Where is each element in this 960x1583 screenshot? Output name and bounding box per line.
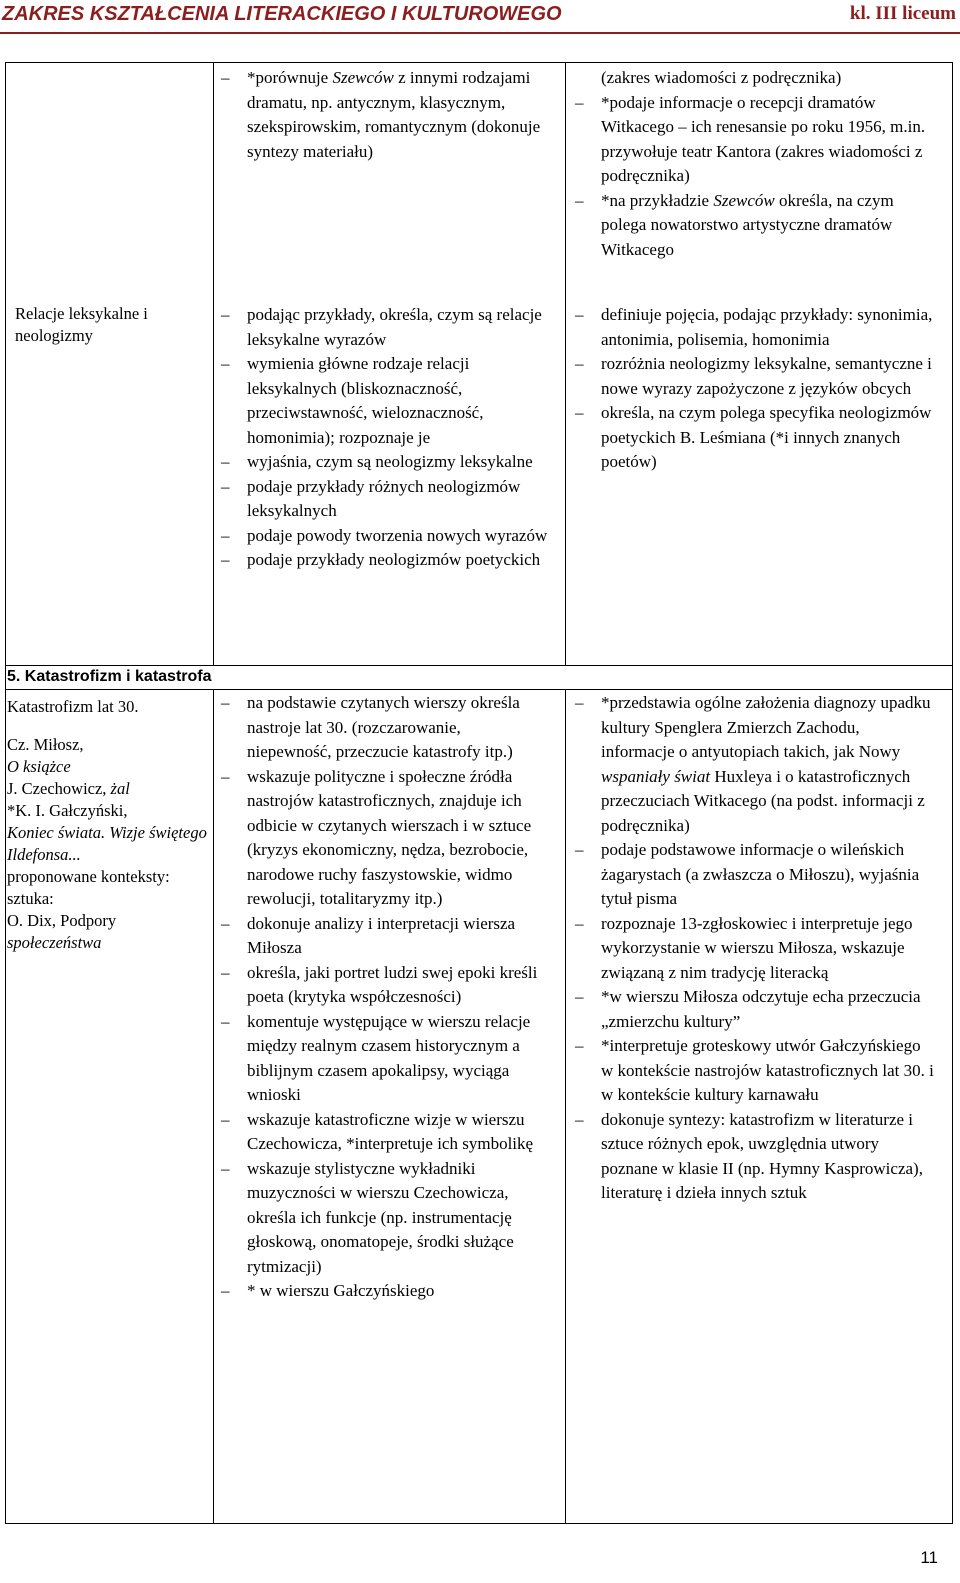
text-span: podaje przykłady różnych neologizmów leksykalnych (247, 476, 521, 520)
table-border-top (5, 62, 953, 63)
section-title: 5. Katastrofizm i katastrofa (7, 668, 212, 685)
list-item (221, 691, 549, 765)
list-item (221, 450, 549, 475)
text-span: *na przykładzie (601, 190, 714, 210)
text-span: rozpoznaje 13-zgłoskowiec i interpretuje jego wykorzystanie w wierszu Miłosza, wskazuje związaną z nim tradycję literacką (601, 913, 913, 982)
header-rule (0, 32, 960, 34)
text-span: definiuje pojęcia, podając przykłady: synonimia, antonimia, polisemia, homonimia (601, 305, 933, 349)
list-item (575, 1108, 935, 1206)
table-border-bottom (5, 1523, 953, 1524)
text-span: wskazuje stylistyczne wykładniki muzyczności w wierszu Czechowicza, określa ich funkcje (np. instrumentację głoskową, onomatopeje, środki służące rytmizacji) (247, 1158, 514, 1276)
italic-text: żal (110, 779, 130, 798)
text-span: podaje powody tworzenia nowych wyrazów (247, 525, 548, 545)
row2-mid (221, 303, 549, 573)
section-line-top (5, 665, 953, 666)
left-text-line (7, 800, 209, 822)
text-span: podając przykłady, określa, czym są relacje leksykalne wyrazów (247, 305, 542, 349)
text-span: komentuje występujące w wierszu relacje między realnym czasem historycznym a biblijnym czasem apokalipsy, wyciąga wnioski (247, 1011, 531, 1104)
list-item (221, 1010, 549, 1108)
text-span: określa, jaki portret ludzi swej epoki kreśli poeta (krytyka współczesności) (247, 962, 538, 1006)
text-span: podaje przykłady neologizmów poetyckich (247, 550, 541, 569)
text-span: * w wierszu Gałczyńskiego (247, 1281, 435, 1300)
list-item (575, 985, 935, 1034)
text-span: *przedstawia ogólne założenia diagnozy upadku kultury Spenglera Zmierzch Zachodu, informacje o antyutopiach takich, jak Nowy (601, 693, 931, 761)
row1-right (575, 66, 935, 262)
list-item (575, 352, 935, 401)
text-span: na podstawie czytanych wierszy określa nastroje lat 30. (rozczarowanie, niepewność, przeczucie katastrofy itp.) (247, 693, 520, 761)
list-item (575, 691, 935, 838)
list-item (221, 1108, 549, 1157)
text-span: dokonuje syntezy: katastrofizm w literaturze i sztuce różnych epok, uwzględnia utwory poznane w klasie II (np. Hymny Kasprowicza), literaturę i dzieła innych sztuk (601, 1109, 923, 1202)
list-item (221, 524, 549, 549)
header-title: ZAKRES KSZTAŁCENIA LITERACKIEGO I KULTUROWEGO (2, 3, 562, 25)
list-item (575, 401, 935, 475)
list-item (575, 189, 935, 263)
list-item (221, 548, 549, 573)
list-item (221, 475, 549, 524)
text-span: z innymi rodzajami dramatu, np. antycznym, klasycznym, szekspirowskim, romantycznym (dokonuje syntezy materiału) (247, 68, 541, 161)
italic-text: społeczeństwa (7, 933, 102, 952)
text-span: *interpretuje groteskowy utwór Gałczyńskiego w kontekście nastrojów katastroficznych lat 30. i w kontekście kultury karnawału (601, 1036, 934, 1104)
text-span: podaje podstawowe informacje o wileńskich żagarystach (a zwłaszcza o Miłoszu), wyjaśnia tytuł pisma (601, 840, 920, 908)
text-span: O. Dix, Podpory (7, 911, 117, 930)
text-span: dokonuje analizy i interpretacji wiersza Miłosza (247, 913, 516, 957)
left-text-line (7, 866, 209, 888)
list-item (221, 1279, 549, 1304)
text-span: Katastrofizm lat 30. (7, 697, 139, 716)
text-span: rozróżnia neologizmy leksykalne, semantyczne i nowe wyrazy zapożyczone z języków obcych (601, 354, 932, 398)
list-item (221, 66, 549, 164)
row2-left (15, 303, 205, 347)
list-item (221, 912, 549, 961)
col-divider-1b (213, 689, 214, 1524)
col-divider-2a (565, 62, 566, 665)
row3-mid (221, 691, 549, 1304)
page-number: 11 (920, 1548, 938, 1567)
text-span: Huxleya i o katastroficznych przeczuciach Witkacego (na podst. informacji z podręcznika) (601, 766, 925, 835)
left-text-line (7, 910, 209, 932)
italic-text: O książce (7, 757, 71, 776)
page-header (0, 0, 960, 28)
text-span: *porównuje (247, 68, 333, 87)
text-span: określa, na czym polega specyfika neologizmów poetyckich B. Leśmiana (*i innych znanych poetów) (601, 403, 932, 471)
text-span: proponowane konteksty: (7, 867, 170, 886)
topic-title: Relacje leksykalne i neologizmy (15, 304, 148, 345)
col-divider-2b (565, 689, 566, 1524)
list-item (575, 1034, 935, 1108)
curriculum-table (5, 62, 953, 1524)
list-item (575, 66, 935, 91)
class-label: kl. III liceum (849, 3, 956, 24)
text-span: *podaje informacje o recepcji dramatów Witkacego – ich renesansie po roku 1956, m.in. przywołuje teatr Kantora (zakres wiadomości z podręcznika) (601, 92, 926, 185)
row3-left (7, 696, 209, 954)
list-item (575, 838, 935, 912)
left-text-line (7, 756, 209, 778)
list-item (221, 303, 549, 352)
italic-text: wspaniały świat (601, 766, 711, 786)
left-text-line (7, 932, 209, 954)
text-span: wskazuje polityczne i społeczne źródła nastrojów katastroficznych, znajduje ich odbicie w czytanych wierszach i w sztuce (kryzys ekonomiczny, nędza, bezrobocie, narodowe ruchy faszystowskie, widmo rewolucji, totalitaryzmy itp.) (247, 766, 532, 908)
text-span: *K. I. Gałczyński, (7, 801, 128, 820)
list-item (221, 1157, 549, 1280)
text-span: Cz. Miłosz, (7, 735, 84, 754)
row1-mid (221, 66, 549, 164)
text-span: wyjaśnia, czym są neologizmy leksykalne (247, 452, 533, 471)
text-span: (zakres wiadomości z podręcznika) (601, 68, 842, 87)
text-span: określa, na czym polega nowatorstwo artystyczne dramatów Witkacego (601, 190, 894, 259)
row3-right (575, 691, 935, 1206)
left-text-line (7, 888, 209, 910)
col-divider-1a (213, 62, 214, 665)
list-item (575, 303, 935, 352)
table-border-right (952, 62, 953, 1524)
left-text-line (7, 822, 209, 866)
left-text-line (7, 734, 209, 756)
left-text-line (7, 778, 209, 800)
table-border-left (5, 62, 6, 1524)
list-item (575, 91, 935, 189)
list-item (221, 765, 549, 912)
list-item (221, 352, 549, 450)
italic-text: Szewców (713, 190, 775, 210)
row2-right (575, 303, 935, 475)
section-line-bottom (5, 689, 953, 690)
text-span: wskazuje katastroficzne wizje w wierszu Czechowicza, *interpretuje ich symbolikę (247, 1109, 534, 1153)
italic-text: Szewców (332, 68, 394, 87)
text-span: sztuka: (7, 889, 54, 908)
italic-text: Koniec świata. Wizje świętego Ildefonsa... (7, 823, 207, 864)
list-item (221, 961, 549, 1010)
left-text-line (7, 696, 209, 718)
text-span: wymienia główne rodzaje relacji leksykalnych (bliskoznaczność, przeciwstawność, wieloznaczność, homonimia); rozpoznaje je (247, 354, 484, 447)
text-span: J. Czechowicz, (7, 779, 111, 798)
text-span: *w wierszu Miłosza odczytuje echa przeczucia „zmierzchu kultury” (601, 987, 921, 1031)
list-item (575, 912, 935, 986)
